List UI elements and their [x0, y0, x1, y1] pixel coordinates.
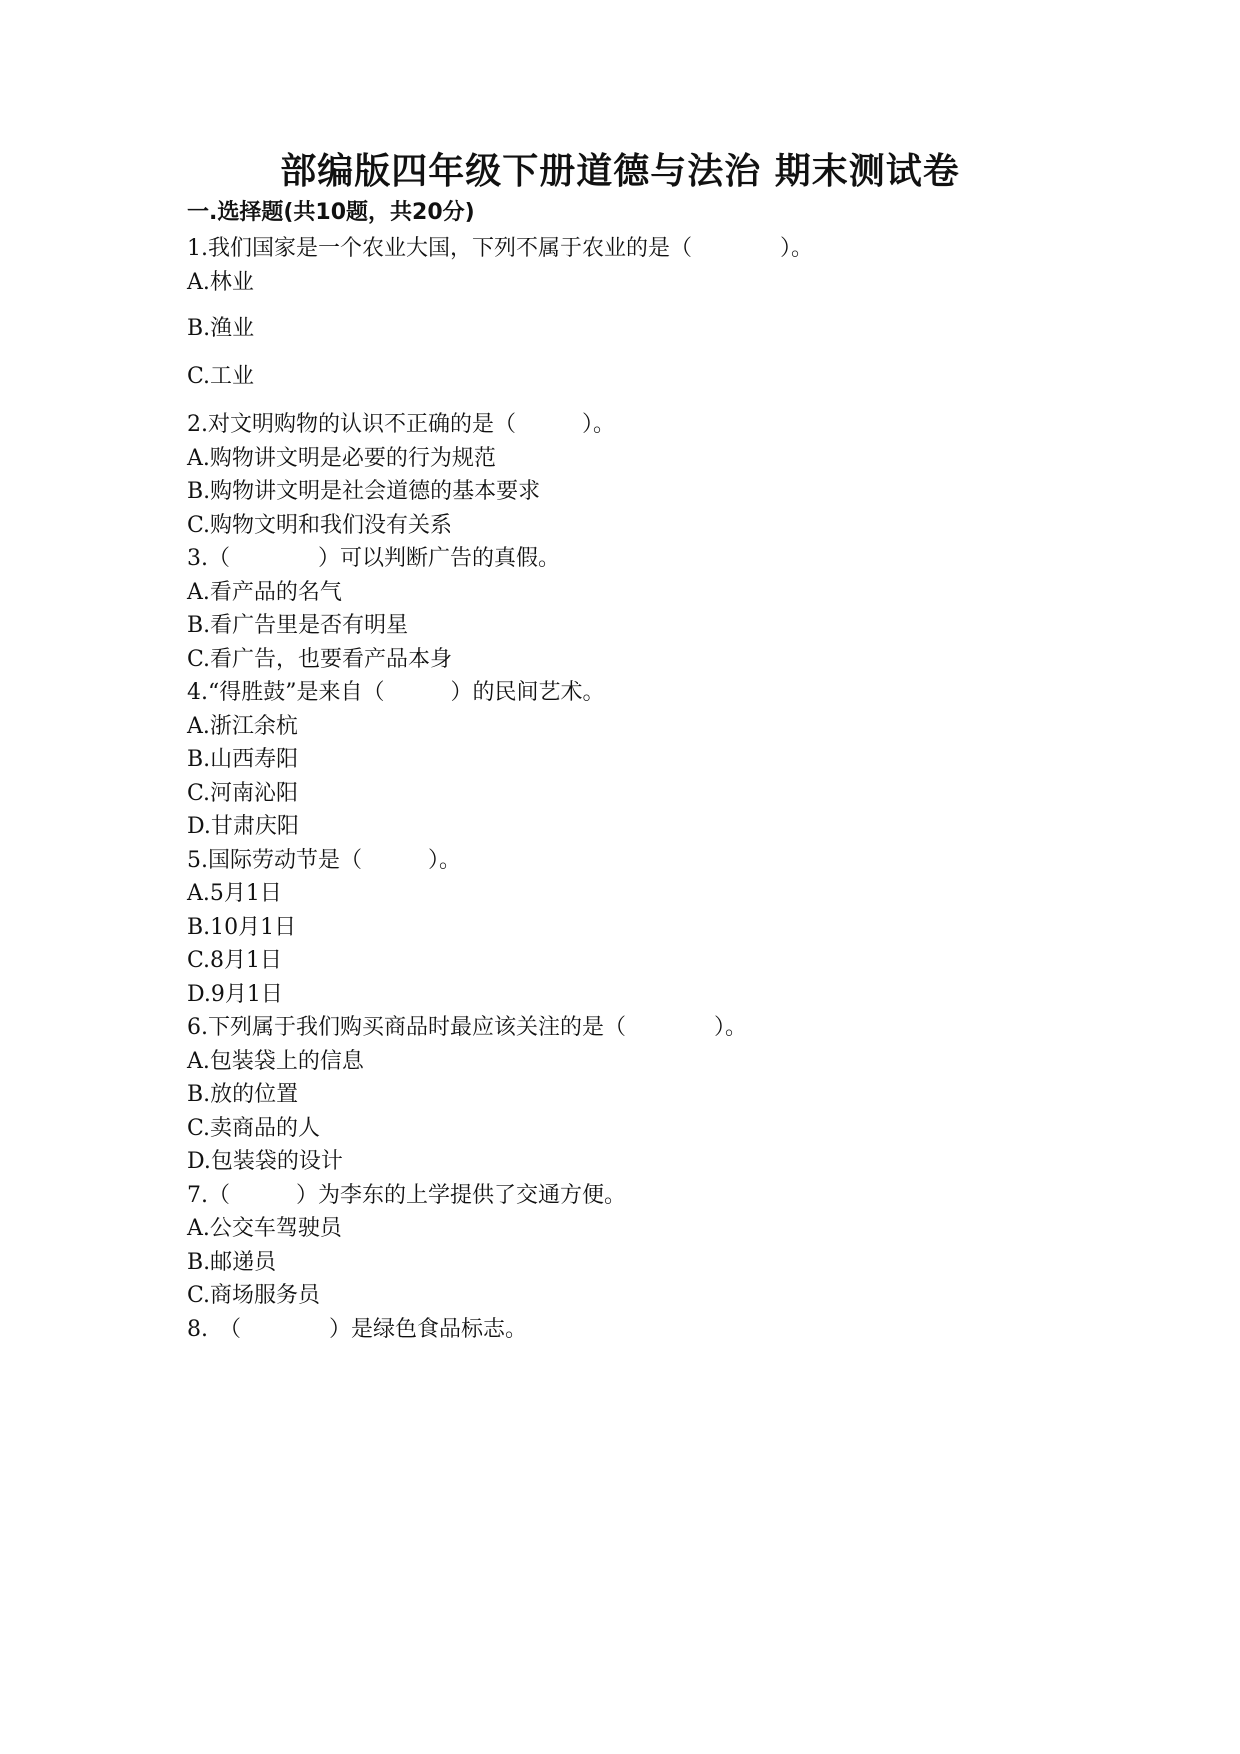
question-1: 1.我们国家是一个农业大国，下列不属于农业的是（ ）。: [187, 236, 813, 261]
q5-option-c: C.8月1日: [187, 948, 283, 973]
q3-option-b: B.看广告里是否有明星: [187, 613, 409, 638]
q5-option-d: D.9月1日: [187, 982, 283, 1007]
q5-option-b: B.10月1日: [187, 915, 297, 940]
q2-option-a: A.购物讲文明是必要的行为规范: [187, 446, 496, 471]
question-4: 4.“得胜鼓”是来自（ ）的民间艺术。: [187, 680, 605, 705]
q1-option-c: C.工业: [187, 364, 255, 389]
q6-option-b: B.放的位置: [187, 1082, 299, 1107]
q1-option-b: B.渔业: [187, 316, 255, 341]
q7-option-c: C.商场服务员: [187, 1283, 321, 1308]
section-heading: 一.选择题(共10题，共20分): [187, 200, 475, 225]
question-6: 6.下列属于我们购买商品时最应该关注的是（ ）。: [187, 1015, 747, 1040]
question-8: 8. （ ）是绿色食品标志。: [187, 1317, 527, 1342]
q6-option-c: C.卖商品的人: [187, 1116, 321, 1141]
q7-option-b: B.邮递员: [187, 1250, 277, 1275]
question-2: 2.对文明购物的认识不正确的是（ ）。: [187, 412, 615, 437]
q3-option-a: A.看产品的名气: [187, 580, 342, 605]
q2-option-c: C.购物文明和我们没有关系: [187, 513, 453, 538]
q4-option-a: A.浙江余杭: [187, 714, 298, 739]
q1-option-a: A.林业: [187, 270, 254, 295]
question-7: 7.（ ）为李东的上学提供了交通方便。: [187, 1183, 626, 1208]
page-title: 部编版四年级下册道德与法治 期末测试卷: [280, 151, 960, 192]
question-5: 5.国际劳动节是（ ）。: [187, 848, 461, 873]
q6-option-a: A.包装袋上的信息: [187, 1049, 364, 1074]
q6-option-d: D.包装袋的设计: [187, 1149, 343, 1174]
q2-option-b: B.购物讲文明是社会道德的基本要求: [187, 479, 541, 504]
q5-option-a: A.5月1日: [187, 881, 282, 906]
q4-option-b: B.山西寿阳: [187, 747, 299, 772]
q4-option-c: C.河南沁阳: [187, 781, 299, 806]
q3-option-c: C.看广告，也要看产品本身: [187, 647, 453, 672]
q7-option-a: A.公交车驾驶员: [187, 1216, 342, 1241]
question-3: 3.（ ）可以判断广告的真假。: [187, 546, 560, 571]
q4-option-d: D.甘肃庆阳: [187, 814, 299, 839]
